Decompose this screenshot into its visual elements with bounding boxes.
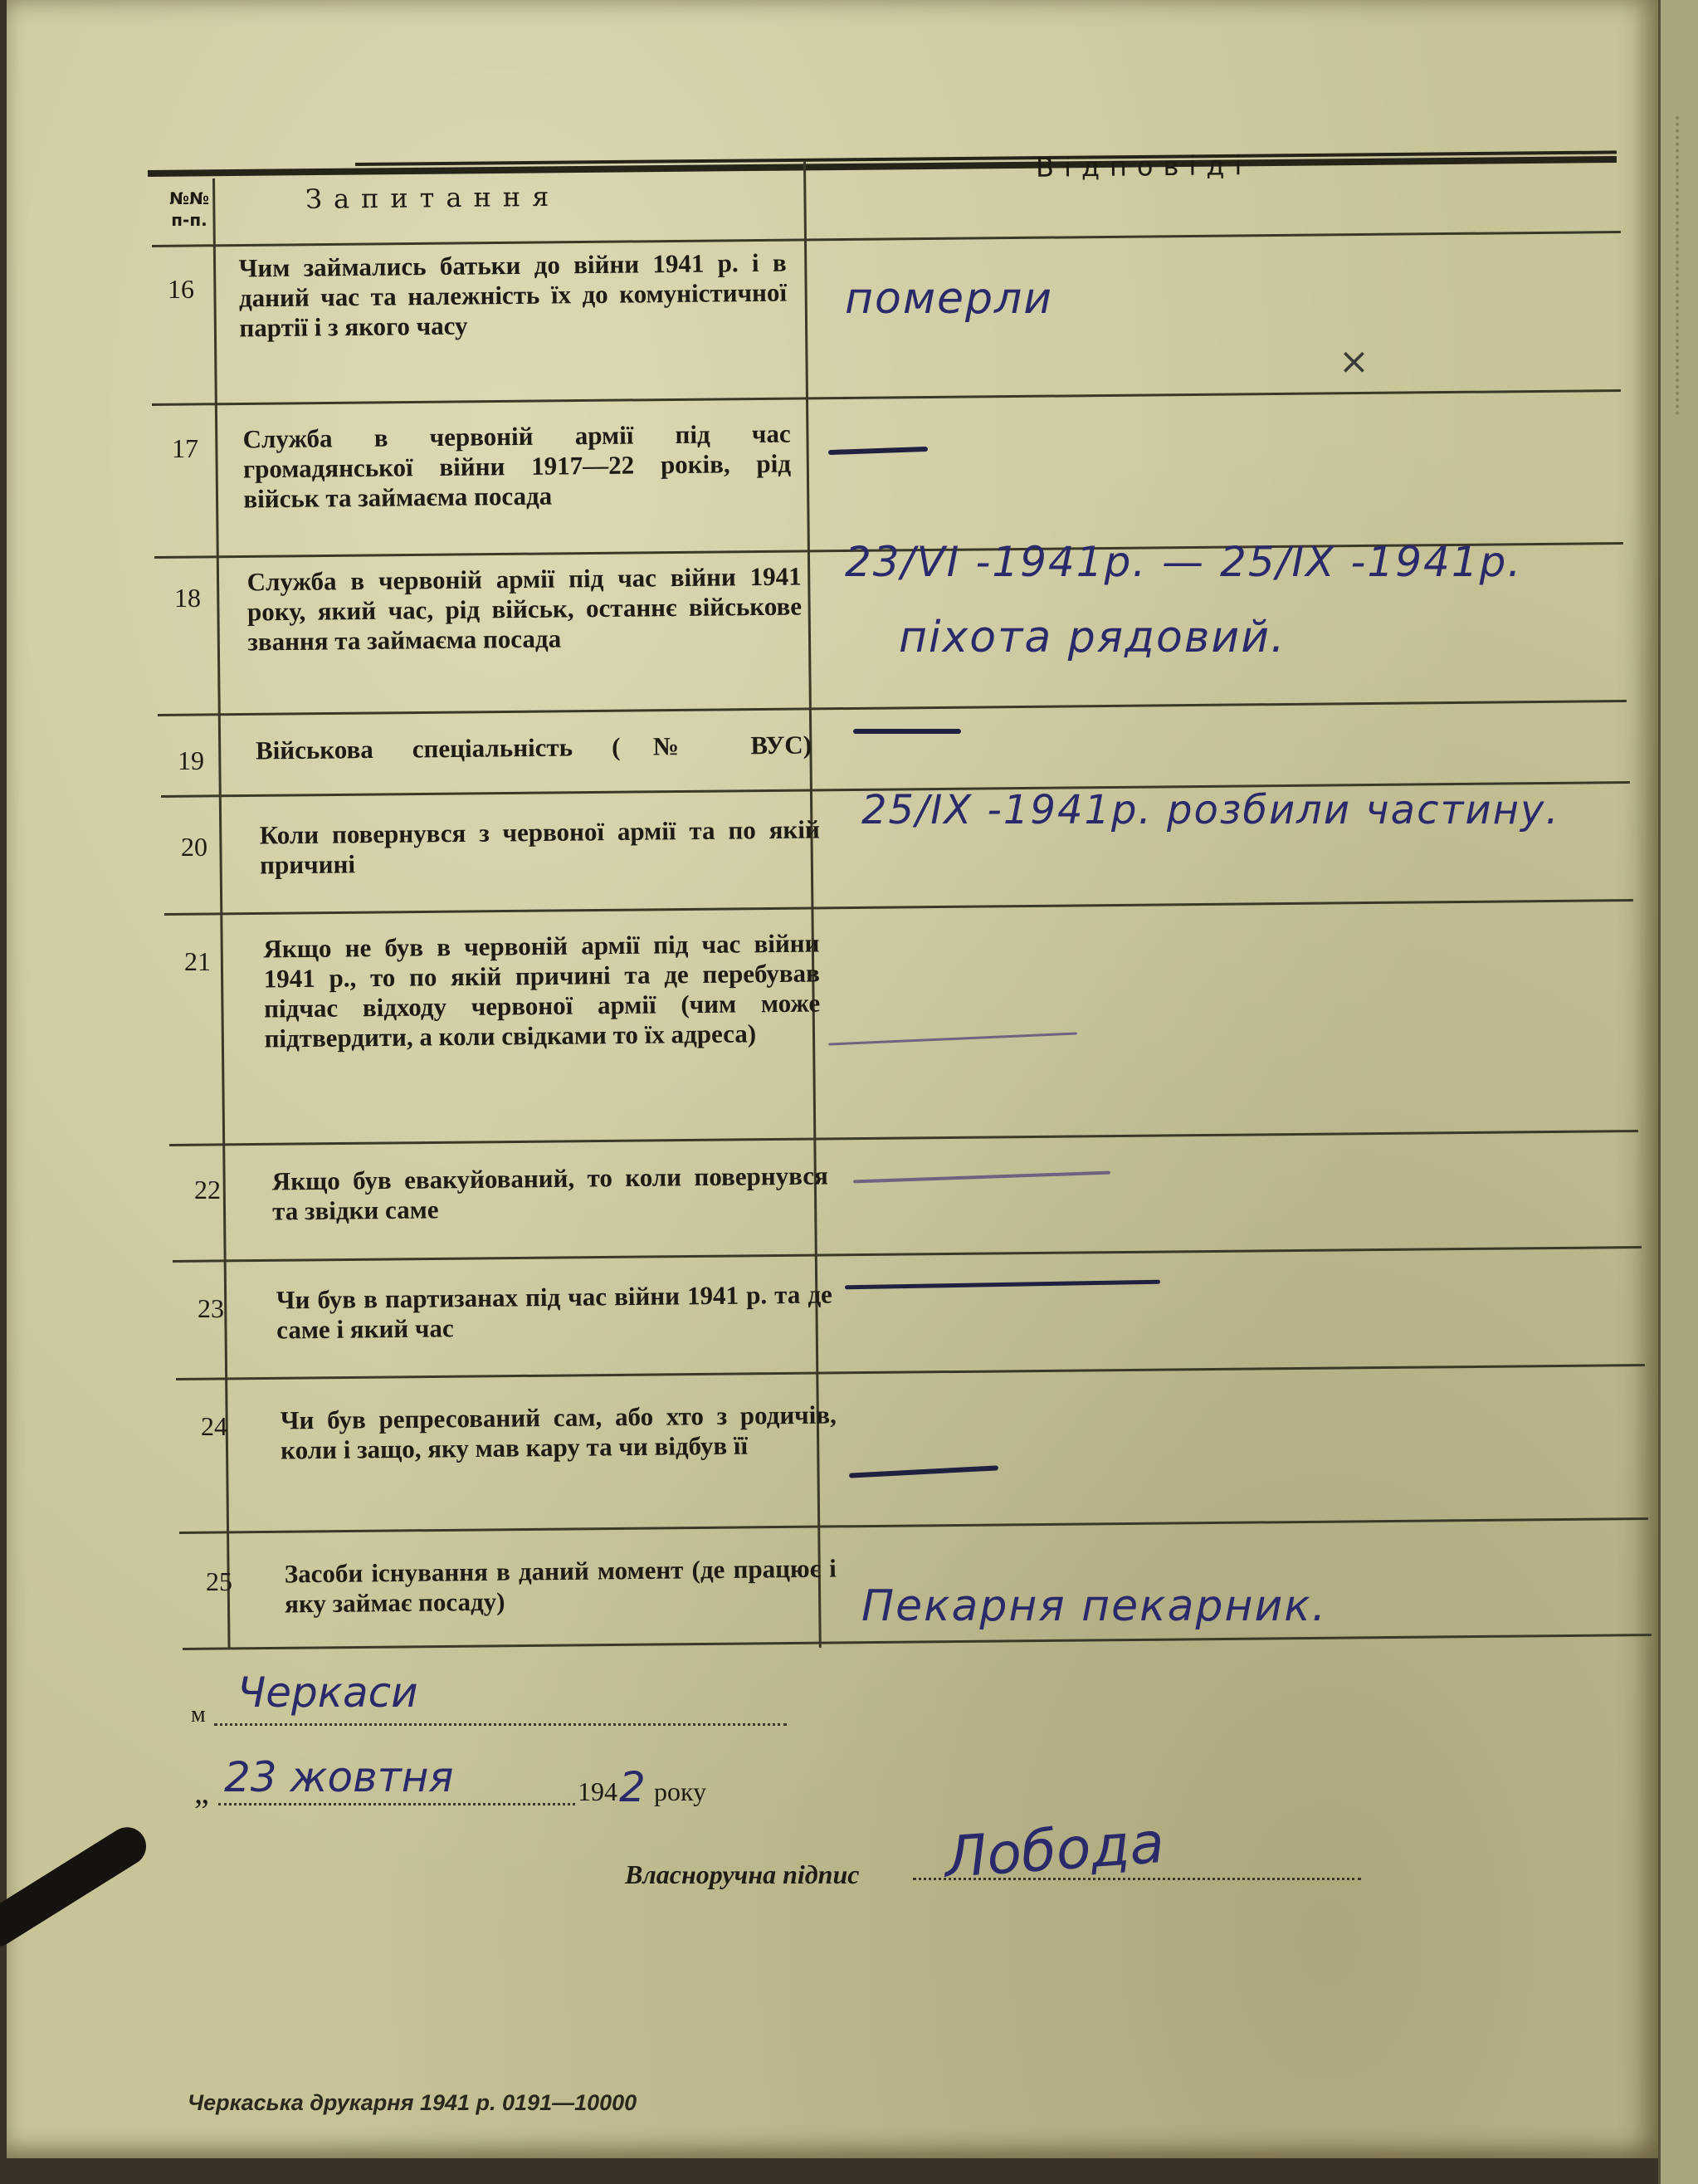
row-number: 16 — [168, 274, 194, 304]
answer-dash — [828, 1032, 1077, 1045]
row-number: 23 — [198, 1293, 224, 1323]
row-number: 20 — [181, 832, 207, 862]
row-separator — [173, 1246, 1642, 1263]
question-text: Якщо не був в червоній армії під час війни 1941 р., то по якій причині та де перебував підчас відходу червоної армії (чим може підтвердити, а коли свідками то їх адреса) — [263, 928, 821, 1053]
cross-mark-icon: × — [1339, 340, 1369, 383]
row-separator — [158, 700, 1627, 716]
questionnaire-page — [7, 0, 1658, 2158]
city-line — [214, 1723, 787, 1726]
answer-text-line2: піхота рядовий. — [899, 613, 1286, 662]
city-value: Черкаси — [237, 1669, 418, 1717]
row-separator — [164, 899, 1633, 916]
answer-dash — [853, 729, 961, 734]
row-number: 18 — [174, 583, 201, 613]
answer-text: 25/IX -1941р. розбили частину. — [861, 787, 1560, 833]
answer-dash — [828, 447, 928, 455]
question-text: Військова спеціальність (№ ВУС) — [255, 730, 812, 765]
answer-text: померли — [845, 274, 1054, 324]
row-number: 24 — [201, 1411, 227, 1441]
row-number: 25 — [206, 1566, 232, 1596]
answer-dash — [845, 1280, 1160, 1290]
row-number: 21 — [184, 946, 211, 976]
year-printed: 194 — [578, 1776, 617, 1806]
year-handwritten-digit: 2 — [619, 1763, 646, 1811]
row-separator — [152, 389, 1621, 406]
perforation-edge — [1676, 116, 1682, 415]
answer-text: Пекарня пекарник. — [861, 1581, 1328, 1631]
question-text: Чи був репресований сам, або хто з родичів, коли і защо, яку мав кару та чи відбув її — [280, 1400, 837, 1465]
answer-text-line1: 23/VI -1941р. — 25/IX -1941р. — [845, 538, 1523, 586]
question-text: Чи був в партизанах під час війни 1941 р. та де саме і який час — [276, 1279, 832, 1345]
row-separator — [176, 1364, 1645, 1380]
printer-imprint: Черкаська друкарня 1941 р. 0191—10000 — [188, 2090, 637, 2115]
signature: Лобода — [942, 1810, 1167, 1892]
header-answer-label: Відповіді — [1035, 149, 1252, 183]
date-line — [218, 1803, 575, 1805]
row-separator — [179, 1517, 1648, 1534]
answer-dash — [853, 1171, 1110, 1184]
row-separator — [183, 1634, 1652, 1650]
question-text: Засоби існування в даний момент (де працює і яку займає посаду) — [284, 1553, 837, 1619]
next-page-edge — [1658, 0, 1698, 2184]
question-text: Якщо був евакуйований, то коли повернувся та звідки саме — [271, 1160, 828, 1226]
year-suffix: року — [654, 1776, 707, 1806]
question-text: Чим займались батьки до війни 1941 р. і в даний час та належність їх до комуністичної партії і з якого часу — [238, 247, 788, 343]
signature-label: Власноручна підпис — [625, 1859, 860, 1889]
header-rule — [152, 231, 1621, 247]
question-text: Служба в червоній армії під час громадянської війни 1917—22 років, рід військ та займаєма посада — [242, 418, 792, 514]
row-number: 17 — [172, 433, 198, 463]
row-number: 19 — [178, 745, 204, 775]
question-text: Коли повернувся з червоної армії та по якій причині — [259, 814, 820, 880]
city-prefix: м — [191, 1702, 206, 1727]
answer-dash — [849, 1465, 998, 1478]
header-number-label: №№ п-п. — [168, 188, 210, 230]
row-number: 22 — [194, 1175, 221, 1204]
date-value: 23 жовтня — [224, 1753, 454, 1801]
question-text: Служба в червоній армії під час війни 1941 року, який час, рід військ, останнє військове звання та займаєма посада — [246, 561, 803, 657]
row-separator — [169, 1130, 1638, 1146]
date-open-quote: „ — [194, 1773, 209, 1810]
header-question-label: Запитання — [305, 180, 561, 215]
